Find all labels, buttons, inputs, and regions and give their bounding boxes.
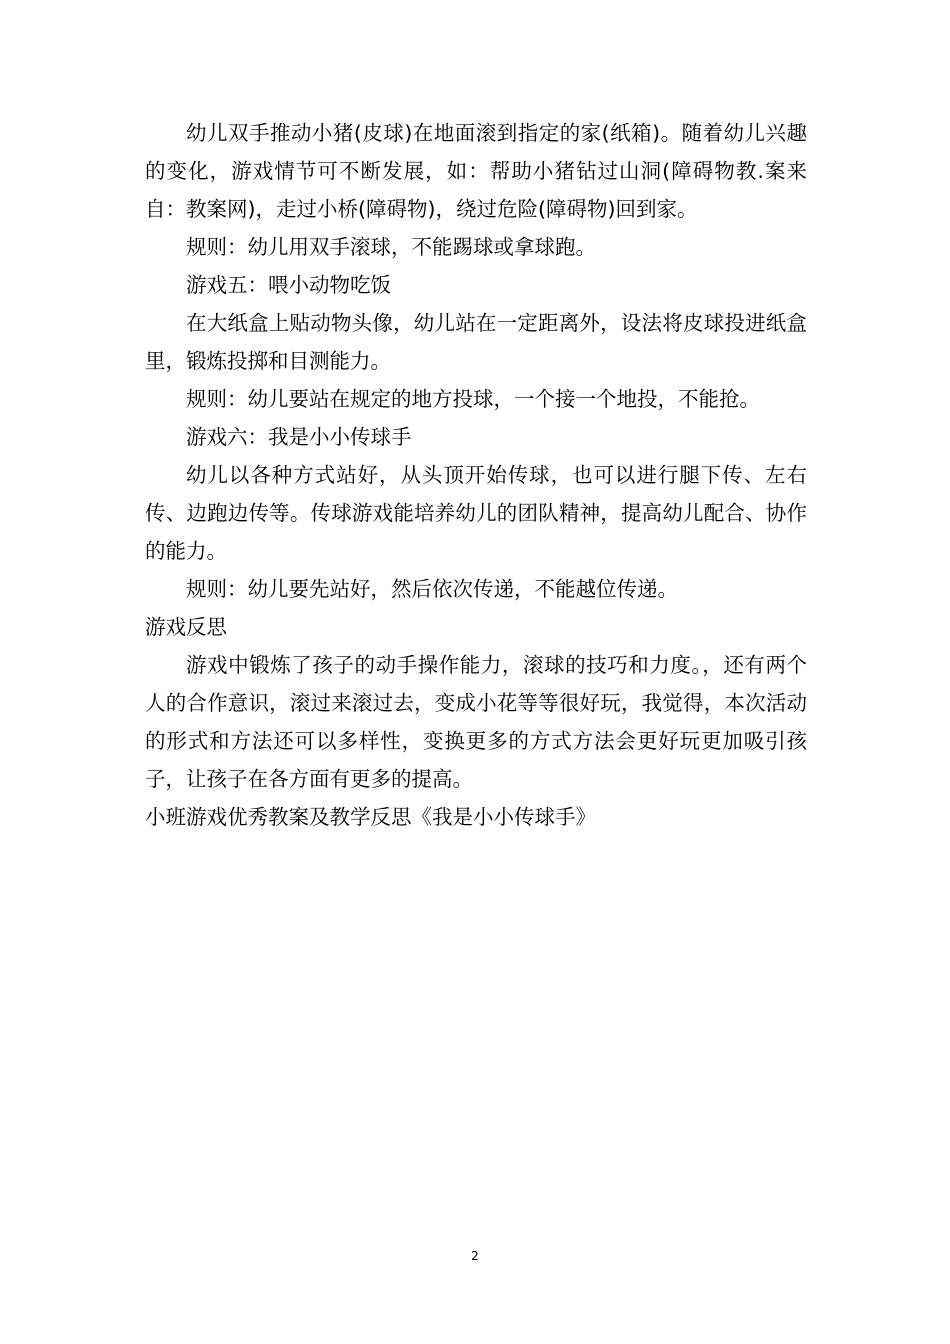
- paragraph-game-four-rule: 规则：幼儿用双手滚球，不能踢球或拿球跑。: [186, 235, 596, 259]
- heading-game-six: 游戏六：我是小小传球手: [186, 425, 412, 449]
- heading-game-five: 游戏五：喂小动物吃饭: [186, 273, 391, 297]
- document-body: [145, 114, 807, 836]
- paragraph-game-five-rule: 规则：幼儿要站在规定的地方投球，一个接一个地投，不能抢。: [186, 387, 760, 411]
- page-number: 2: [471, 1249, 479, 1263]
- paragraph-game-six-rule: 规则：幼儿要先站好，然后依次传递，不能越位传递。: [186, 577, 678, 601]
- paragraph-game-four-description: 幼儿双手推动小猪(皮球)在地面滚到指定的家(纸箱)。随着幼儿兴趣的变化，游戏情节可不断发展，如：帮助小猪钻过山洞(障碍物教.案来自：教案网)，走过小桥(障碍物)，绕过危险(障碍物)回到家。: [145, 121, 807, 221]
- document-title-line: 小班游戏优秀教案及教学反思《我是小小传球手》: [145, 805, 596, 829]
- paragraph-reflection: 游戏中锻炼了孩子的动手操作能力，滚球的技巧和力度。，还有两个人的合作意识，滚过来滚过去，变成小花等等很好玩，我觉得，本次活动的形式和方法还可以多样性，变换更多的方式方法会更好玩更加吸引孩子，让孩子在各方面有更多的提高。: [145, 653, 807, 791]
- paragraph-game-six-description: 幼儿以各种方式站好，从头顶开始传球，也可以进行腿下传、左右传、边跑边传等。传球游戏能培养幼儿的团队精神，提高幼儿配合、协作的能力。: [145, 463, 807, 563]
- heading-game-reflection: 游戏反思: [145, 615, 227, 639]
- paragraph-game-five-description: 在大纸盒上贴动物头像，幼儿站在一定距离外，设法将皮球投进纸盒里，锻炼投掷和目测能力。: [145, 311, 807, 373]
